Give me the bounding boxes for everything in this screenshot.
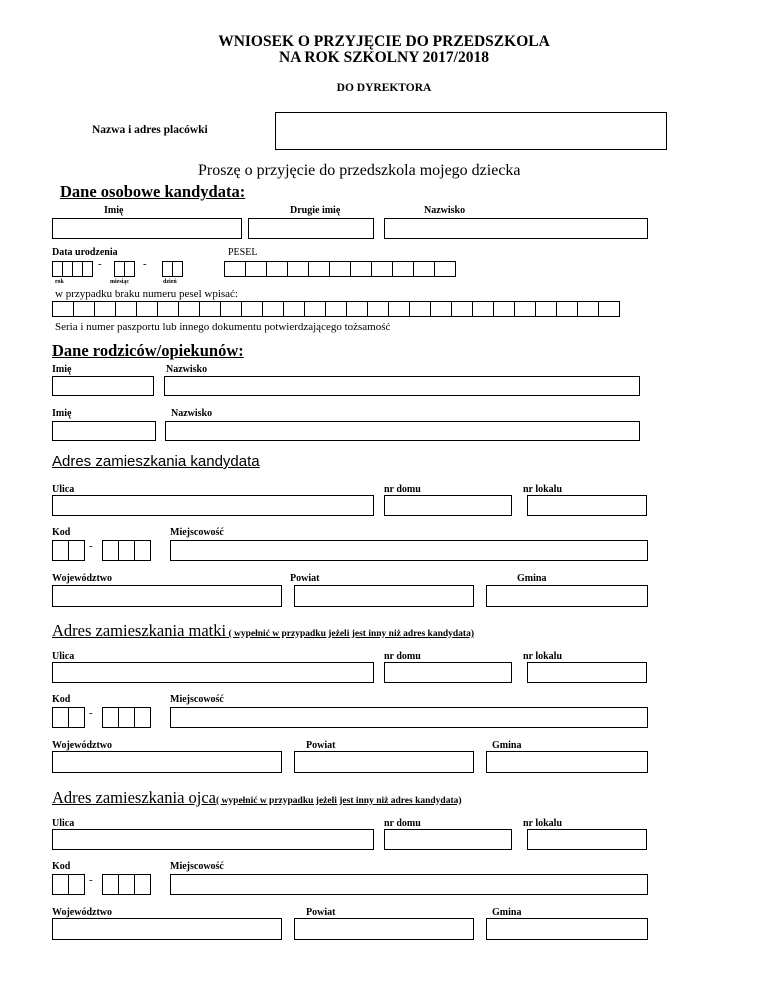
parent1-first-name-label: Imię: [52, 364, 72, 375]
ma-county-input[interactable]: [294, 751, 474, 773]
ca-city-label: Miejscowość: [170, 527, 224, 538]
candidate-address-section-title: Adres zamieszkania kandydata: [52, 453, 260, 470]
ca-commune-input[interactable]: [486, 585, 648, 607]
ma-postcode-dash: -: [89, 707, 93, 719]
ma-apartment-input[interactable]: [527, 662, 647, 683]
ma-house-label: nr domu: [384, 651, 421, 662]
fa-city-label: Miejscowość: [170, 861, 224, 872]
document-label: Seria i numer paszportu lub innego dokumentu potwierdzającego tożsamość: [55, 321, 391, 333]
candidate-section-title: Dane osobowe kandydata:: [60, 182, 246, 201]
fa-postcode-cells-2[interactable]: [102, 874, 150, 895]
fa-commune-input[interactable]: [486, 918, 648, 940]
father-address-note: ( wypełnić w przypadku jeżeli jest inny niż adres kandydata): [216, 796, 462, 806]
parent1-surname-input[interactable]: [164, 376, 640, 396]
institution-input[interactable]: [275, 112, 667, 150]
ca-street-input[interactable]: [52, 495, 374, 516]
ca-street-label: Ulica: [52, 484, 75, 495]
ca-voivodeship-label: Województwo: [52, 573, 112, 584]
ca-voivodeship-input[interactable]: [52, 585, 282, 607]
ma-commune-input[interactable]: [486, 751, 648, 773]
fa-apartment-label: nr lokalu: [523, 818, 562, 829]
fa-postcode-cells[interactable]: [52, 874, 84, 895]
form-title-line1: WNIOSEK O PRZYJĘCIE DO PRZEDSZKOLA: [218, 33, 550, 50]
ca-postcode-cells-2[interactable]: [102, 540, 150, 561]
fa-postcode-dash: -: [89, 874, 93, 886]
ma-postcode-label: Kod: [52, 694, 71, 705]
institution-label: Nazwa i adres placówki: [92, 124, 208, 136]
ca-apartment-label: nr lokalu: [523, 484, 562, 495]
candidate-surname-label: Nazwisko: [424, 205, 466, 216]
fa-street-label: Ulica: [52, 818, 75, 829]
fa-voivodeship-label: Województwo: [52, 907, 112, 918]
ma-street-label: Ulica: [52, 651, 75, 662]
parent2-first-name-label: Imię: [52, 408, 72, 419]
birth-year-cells[interactable]: [52, 261, 92, 277]
addressee: DO DYREKTORA: [336, 82, 432, 94]
ma-street-input[interactable]: [52, 662, 374, 683]
parent2-first-name-input[interactable]: [52, 421, 156, 441]
ma-voivodeship-input[interactable]: [52, 751, 282, 773]
fa-street-input[interactable]: [52, 829, 374, 850]
birth-date-label: Data urodzenia: [52, 247, 118, 258]
fa-apartment-input[interactable]: [527, 829, 647, 850]
day-caption: dzień: [163, 279, 177, 285]
ma-city-input[interactable]: [170, 707, 648, 728]
ma-postcode-cells[interactable]: [52, 707, 84, 728]
fa-postcode-label: Kod: [52, 861, 71, 872]
candidate-first-name-label: Imię: [104, 205, 124, 216]
fa-county-label: Powiat: [306, 907, 336, 918]
document-number-cells[interactable]: [52, 301, 619, 317]
ca-apartment-input[interactable]: [527, 495, 647, 516]
fa-city-input[interactable]: [170, 874, 648, 895]
ca-city-input[interactable]: [170, 540, 648, 561]
fa-commune-label: Gmina: [492, 907, 522, 918]
mother-address-section-title: Adres zamieszkania matki ( wypełnić w przypadku jeżeli jest inny niż adres kandydata): [52, 621, 475, 640]
candidate-surname-input[interactable]: [384, 218, 648, 239]
year-caption: rok: [55, 279, 64, 285]
ma-apartment-label: nr lokalu: [523, 651, 562, 662]
ca-house-input[interactable]: [384, 495, 512, 516]
fa-voivodeship-input[interactable]: [52, 918, 282, 940]
mother-address-note: ( wypełnić w przypadku jeżeli jest inny niż adres kandydata): [226, 629, 475, 639]
ma-voivodeship-label: Województwo: [52, 740, 112, 751]
parent2-surname-input[interactable]: [165, 421, 640, 441]
birth-day-cells[interactable]: [162, 261, 182, 277]
ca-postcode-dash: -: [89, 540, 93, 552]
ca-commune-label: Gmina: [517, 573, 547, 584]
ma-house-input[interactable]: [384, 662, 512, 683]
pesel-cells[interactable]: [224, 261, 455, 277]
fa-house-label: nr domu: [384, 818, 421, 829]
ca-postcode-label: Kod: [52, 527, 71, 538]
candidate-second-name-label: Drugie imię: [290, 205, 341, 216]
ma-city-label: Miejscowość: [170, 694, 224, 705]
month-caption: miesiąc: [110, 279, 129, 285]
parent2-surname-label: Nazwisko: [171, 408, 213, 419]
father-address-section-title: Adres zamieszkania ojca( wypełnić w przypadku jeżeli jest inny niż adres kandydata): [52, 788, 462, 807]
ca-house-label: nr domu: [384, 484, 421, 495]
no-pesel-label: w przypadku braku numeru pesel wpisać:: [55, 288, 238, 300]
fa-county-input[interactable]: [294, 918, 474, 940]
parent1-surname-label: Nazwisko: [166, 364, 208, 375]
request-text: Proszę o przyjęcie do przedszkola mojego dziecka: [198, 162, 521, 179]
birth-month-cells[interactable]: [114, 261, 134, 277]
form-title-line2: NA ROK SZKOLNY 2017/2018: [279, 49, 489, 66]
candidate-second-name-input[interactable]: [248, 218, 374, 239]
ca-county-label: Powiat: [290, 573, 320, 584]
ca-postcode-cells[interactable]: [52, 540, 84, 561]
fa-house-input[interactable]: [384, 829, 512, 850]
candidate-first-name-input[interactable]: [52, 218, 242, 239]
parent1-first-name-input[interactable]: [52, 376, 154, 396]
ma-commune-label: Gmina: [492, 740, 522, 751]
ma-county-label: Powiat: [306, 740, 336, 751]
ma-postcode-cells-2[interactable]: [102, 707, 150, 728]
birth-date-dash-2: -: [143, 258, 147, 270]
parents-section-title: Dane rodziców/opiekunów:: [52, 341, 244, 360]
birth-date-dash-1: -: [98, 258, 102, 270]
ca-county-input[interactable]: [294, 585, 474, 607]
pesel-label: PESEL: [228, 247, 258, 258]
